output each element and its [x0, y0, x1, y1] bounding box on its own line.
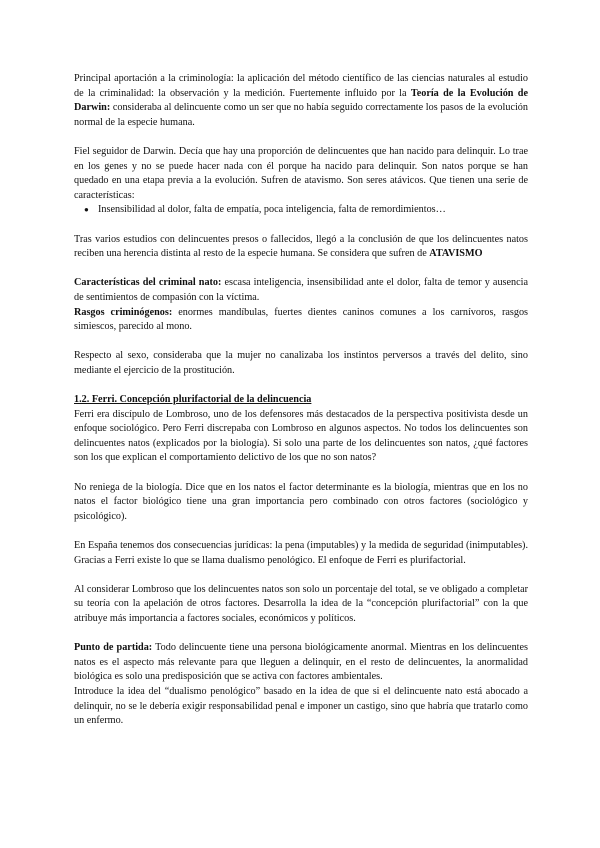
paragraph-atavismo — [74, 233, 528, 262]
paragraph-intro — [74, 72, 528, 130]
rasgos-heading: Rasgos criminógenos: — [74, 306, 173, 318]
paragraph-dualismo: Introduce la idea del “dualismo penológico” basado en la idea de que si el delincuente nato está abocado a delinquir, no se le debería exigir responsabilidad penal e imponer un castigo, sino que habría que tratarlo como un enfermo. — [74, 685, 528, 727]
intro-bold: Teoría de la Evolución de Darwin: — [74, 87, 528, 114]
paragraph-rasgos — [74, 306, 528, 335]
punto-partida-text: Todo delincuente tiene una persona biológicamente anormal. Mientras en los delincuentes natos es el aspecto más relevante para que lleguen a delinquir, en el resto de delincuentes, la anormalidad biológica es solo una predisposición que se activa con factores ambientales. — [74, 642, 528, 683]
list-item: ● Insensibilidad al dolor, falta de empatía, poca inteligencia, falta de remordimientos… — [98, 203, 528, 218]
section-title: 1.2. Ferri. Concepción plurifactorial de la delincuencia — [74, 394, 312, 406]
paragraph-espana: En España tenemos dos consecuencias jurídicas: la pena (imputables) y la medida de seguridad (inimputables). Gracias a Ferri existe lo que se llama dualismo penológico. El enfoque de Ferri es plurifactorial. — [74, 540, 528, 566]
paragraph-punto-partida — [74, 641, 528, 685]
paragraph-biologia: No reniega de la biología. Dice que en los natos el factor determinante es la biología, mientras que en los no natos el factor biológico tiene una gran importancia pero combinado con otros factores (sociológico y psicológico). — [74, 481, 528, 522]
atavismo-bold: ATAVISMO — [429, 248, 483, 260]
atavismo-text: Tras varios estudios con delincuentes presos o fallecidos, llegó a la conclusión de que los delincuentes natos reciben una herencia distinta al resto de la especie humana. Se considera que sufren de — [74, 233, 528, 260]
rasgos-text: enormes mandíbulas, fuertes dientes caninos comunes a los carnívoros, rasgos simiescos, parecido al mono. — [74, 306, 528, 333]
criminal-nato-heading: Características del criminal nato: — [74, 277, 222, 289]
intro-text-end: consideraba al delincuente como un ser que no había seguido correctamente los pasos de la evolución normal de la especie humana. — [74, 102, 528, 128]
paragraph-darwin: Fiel seguidor de Darwin. Decía que hay una proporción de delincuentes que han nacido para delinquir. Lo trae en los genes y no se puede hacer nada con él porque ha nacido para delinquir. Son natos porque se han quedado en una etapa previa a la evolución. Sufren de atavismo. Son seres atávicos. Que tienen una serie de características: — [74, 145, 528, 201]
paragraph-sexo: Respecto al sexo, consideraba que la mujer no canalizaba los instintos perversos a través del delito, sino mediante el ejercicio de la prostitución. — [74, 350, 528, 376]
punto-partida-heading: Punto de partida: — [74, 642, 153, 654]
paragraph-criminal-nato — [74, 276, 528, 305]
paragraph-lombroso: Al considerar Lombroso que los delincuentes natos son solo un porcentaje del total, se ve obligado a completar su teoría con la apelación de otros factores. Desarrolla la idea de la “concepción plurifactorial” con la que atribuye más importancia a factores sociales, económicos y políticos. — [74, 583, 528, 624]
criminal-nato-text: escasa inteligencia, insensibilidad ante el dolor, falta de temor y ausencia de sentimientos de compasión con la víctima. — [74, 277, 528, 303]
intro-text: Principal aportación a la criminología: la aplicación del método científico de las ciencias naturales al estudio de la criminalidad: la observación y la medición. Fuertemente influido por la — [74, 73, 528, 99]
paragraph-ferri: Ferri era discípulo de Lombroso, uno de los defensores más destacados de la perspectiva positivista desde un enfoque sociológico. Pero Ferri discrepaba con Lombroso en algunos aspectos. No todos los delincuentes son delincuentes natos (explicados por la biología). Si solo una parte de los delincuentes son natos, ¿qué factores son los que explican el comportamiento delictivo de los que no son natos? — [74, 408, 528, 464]
characteristics-list — [74, 203, 528, 218]
